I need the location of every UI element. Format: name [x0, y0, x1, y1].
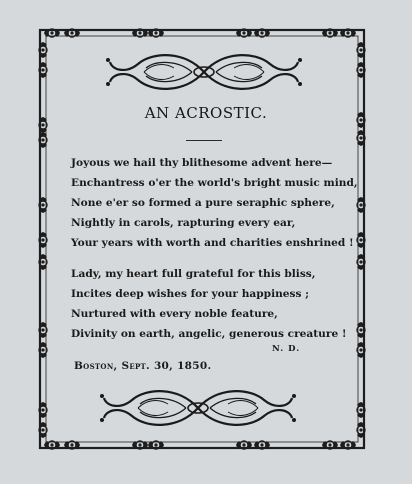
poem-line: Joyous we hail thy blithesome advent here—: [71, 157, 333, 169]
stanza-1: [71, 153, 371, 253]
bottom-scroll-flourish-icon: [100, 391, 296, 425]
dateline: Boston, Sept. 30, 1850.: [74, 360, 212, 372]
top-scroll-flourish-icon: [106, 55, 302, 89]
poem-line: Incites deep wishes for your happiness ;: [71, 288, 310, 300]
poem-title: AN ACROSTIC.: [144, 104, 268, 122]
poem-line: Your years with worth and charities enshrined !: [71, 237, 354, 249]
poem-line: Lady, my heart full grateful for this bliss,: [71, 268, 316, 280]
poem-line: None e'er so formed a pure seraphic sphere,: [71, 197, 335, 209]
poem-body: [71, 153, 371, 344]
poem-line: Nurtured with every noble feature,: [71, 308, 278, 320]
poem-line: Nightly in carols, rapturing every ear,: [71, 217, 296, 229]
poem-line: Divinity on earth, angelic, generous creature !: [71, 328, 347, 340]
stanza-2: [71, 264, 371, 344]
title-divider: [186, 140, 222, 141]
author-initials: N. D.: [272, 344, 301, 354]
poem-line: Enchantress o'er the world's bright music mind,: [71, 177, 358, 189]
